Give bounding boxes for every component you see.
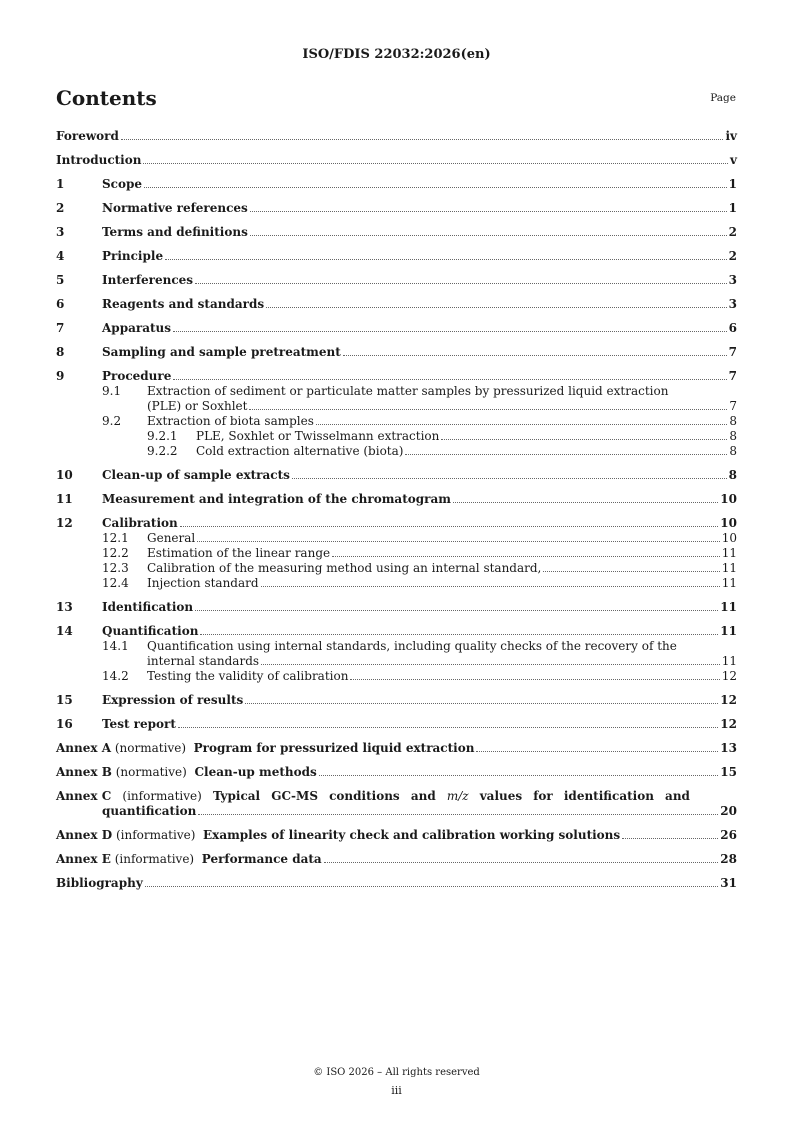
table-of-contents xyxy=(56,129,737,891)
toc-entry-number: 12.1 xyxy=(102,531,129,545)
toc-entry-number: 9.2 xyxy=(102,414,122,428)
page-number: iii xyxy=(391,1084,402,1097)
annex-label: Annex B xyxy=(56,765,112,779)
toc-entry-section-3[interactable] xyxy=(56,225,737,240)
toc-entry-title: Introduction xyxy=(56,153,142,167)
toc-entry-introduction[interactable] xyxy=(56,153,737,168)
toc-entry-section-2[interactable] xyxy=(56,201,737,216)
toc-entry-page: 12 xyxy=(720,717,737,731)
toc-entry-title: Scope xyxy=(102,177,143,191)
toc-entry-annex-d[interactable] xyxy=(56,828,737,843)
toc-entry-number: 10 xyxy=(56,468,73,482)
annex-title-word: GC-MS xyxy=(271,789,318,803)
toc-entry-section-10[interactable] xyxy=(56,468,737,483)
toc-entry-page: 15 xyxy=(720,765,737,779)
annex-label: Annex C xyxy=(56,789,112,803)
toc-entry-number: 16 xyxy=(56,717,73,731)
toc-entry-number: 9.1 xyxy=(102,384,122,398)
toc-entry-title: Calibration xyxy=(102,516,178,530)
toc-entry-title: Reagents and standards xyxy=(102,297,265,311)
toc-entry-title: Extraction of biota samples xyxy=(147,414,314,428)
toc-entry-9-1[interactable] xyxy=(56,384,737,414)
annex-title-word: and xyxy=(665,789,690,803)
toc-entry-title: Identification xyxy=(102,600,194,614)
toc-entry-section-8[interactable] xyxy=(56,345,737,360)
toc-entry-page: v xyxy=(730,153,737,167)
toc-entry-page: 11 xyxy=(721,654,737,668)
annex-label: Annex D xyxy=(56,828,113,842)
toc-entry-annex-a[interactable] xyxy=(56,741,737,756)
toc-entry-number: 12.3 xyxy=(102,561,129,575)
toc-entry-number: 9.2.2 xyxy=(147,444,178,458)
toc-entry-annex-b[interactable] xyxy=(56,765,737,780)
toc-entry-page: 7 xyxy=(728,369,737,383)
toc-entry-title: Cold extraction alternative (biota) xyxy=(196,444,404,458)
toc-entry-page: 2 xyxy=(728,249,737,263)
toc-entry-number: 14.1 xyxy=(102,639,129,653)
toc-entry-page: 2 xyxy=(728,225,737,239)
toc-entry-title: Injection standard xyxy=(147,576,259,590)
toc-entry-title: Clean-up methods xyxy=(194,765,317,779)
toc-entry-number: 1 xyxy=(56,177,65,191)
annex-kind: (normative) xyxy=(114,741,187,755)
annex-kind: (informative) xyxy=(114,852,195,866)
toc-entry-12-1[interactable] xyxy=(56,531,737,546)
toc-entry-title: Normative references xyxy=(102,201,248,215)
toc-entry-section-15[interactable] xyxy=(56,693,737,708)
toc-entry-section-12[interactable] xyxy=(56,516,737,531)
toc-entry-section-4[interactable] xyxy=(56,249,737,264)
toc-entry-9-2[interactable] xyxy=(56,414,737,429)
toc-entry-number: 12.2 xyxy=(102,546,129,560)
toc-entry-title: Estimation of the linear range xyxy=(147,546,331,560)
annex-title-word: for xyxy=(533,789,553,803)
toc-entry-page: 13 xyxy=(720,741,737,755)
toc-entry-title: Principle xyxy=(102,249,164,263)
toc-entry-number: 6 xyxy=(56,297,65,311)
toc-entry-section-11[interactable] xyxy=(56,492,737,507)
annex-title-word: conditions xyxy=(329,789,400,803)
toc-entry-title: Bibliography xyxy=(56,876,143,890)
toc-entry-title-continued: internal standards xyxy=(147,654,260,668)
toc-entry-title: General xyxy=(147,531,196,545)
toc-entry-page: 11 xyxy=(720,624,737,638)
toc-entry-title: Sampling and sample pretreatment xyxy=(102,345,341,359)
toc-entry-section-13[interactable] xyxy=(56,600,737,615)
toc-entry-number: 12.4 xyxy=(102,576,129,590)
toc-entry-12-4[interactable] xyxy=(56,576,737,591)
toc-entry-number: 5 xyxy=(56,273,65,287)
toc-entry-page: iv xyxy=(725,129,737,143)
toc-entry-9-2-2[interactable] xyxy=(56,444,737,459)
toc-entry-annex-c[interactable] xyxy=(56,789,737,819)
toc-entry-number: 4 xyxy=(56,249,65,263)
toc-entry-page: 31 xyxy=(720,876,737,890)
toc-entry-page: 28 xyxy=(720,852,737,866)
toc-entry-title: Quantification xyxy=(102,624,199,638)
toc-entry-page: 7 xyxy=(729,399,737,413)
annex-title-word: identification xyxy=(563,789,654,803)
toc-entry-title: Calibration of the measuring method using an internal standard, xyxy=(147,561,542,575)
toc-entry-title: Apparatus xyxy=(102,321,171,335)
toc-entry-number: 14 xyxy=(56,624,73,638)
toc-entry-page: 6 xyxy=(728,321,737,335)
toc-entry-12-3[interactable] xyxy=(56,561,737,576)
toc-entry-section-1[interactable] xyxy=(56,177,737,192)
toc-entry-page: 12 xyxy=(721,669,737,683)
copyright-footer: © ISO 2026 – All rights reserved xyxy=(313,1067,480,1078)
toc-entry-number: 7 xyxy=(56,321,65,335)
toc-entry-title: Measurement and integration of the chromatogram xyxy=(102,492,451,506)
page-column-label: Page xyxy=(710,92,736,104)
annex-title-word: values xyxy=(479,789,523,803)
annex-kind: (normative) xyxy=(115,765,187,779)
toc-entry-14-1[interactable] xyxy=(56,639,737,669)
toc-entry-12-2[interactable] xyxy=(56,546,737,561)
toc-entry-14-2[interactable] xyxy=(56,669,737,684)
toc-entry-page: 8 xyxy=(729,429,737,443)
toc-entry-number: 2 xyxy=(56,201,65,215)
toc-entry-page: 8 xyxy=(729,414,737,428)
toc-entry-page: 11 xyxy=(720,600,737,614)
toc-entry-number: 13 xyxy=(56,600,73,614)
toc-entry-title: Extraction of sediment or particulate matter samples by pressurized liquid extraction xyxy=(147,384,669,398)
annex-title-word: m/z xyxy=(446,789,469,803)
toc-entry-number: 15 xyxy=(56,693,73,707)
toc-entry-foreword[interactable] xyxy=(56,129,737,144)
toc-entry-page: 11 xyxy=(721,561,737,575)
toc-entry-section-9[interactable] xyxy=(56,369,737,384)
page-title: Contents xyxy=(56,86,157,110)
toc-entry-title: Interferences xyxy=(102,273,194,287)
toc-entry-section-16[interactable] xyxy=(56,717,737,732)
toc-entry-page: 10 xyxy=(720,516,737,530)
toc-entry-section-6[interactable] xyxy=(56,297,737,312)
toc-entry-number: 9.2.1 xyxy=(147,429,178,443)
toc-entry-number: 12 xyxy=(56,516,73,530)
toc-entry-page: 10 xyxy=(721,531,737,545)
toc-entry-number: 3 xyxy=(56,225,65,239)
annex-label: Annex E xyxy=(56,852,111,866)
toc-entry-bibliography[interactable] xyxy=(56,876,737,891)
toc-entry-title: Quantification using internal standards, including quality checks of the recovery of the xyxy=(147,639,677,653)
toc-entry-page: 11 xyxy=(721,576,737,590)
toc-entry-page: 8 xyxy=(728,468,737,482)
toc-entry-page: 7 xyxy=(728,345,737,359)
toc-entry-page: 26 xyxy=(720,828,737,842)
annex-title-word: and xyxy=(410,789,436,803)
toc-entry-title: Performance data xyxy=(201,852,322,866)
toc-entry-title: Program for pressurized liquid extraction xyxy=(193,741,475,755)
document-id-header: ISO/FDIS 22032:2026(en) xyxy=(302,47,491,62)
toc-entry-title: Testing the validity of calibration xyxy=(147,669,349,683)
annex-kind: (informative) xyxy=(122,789,202,803)
annex-title-word: Typical xyxy=(212,789,261,803)
toc-entry-section-5[interactable] xyxy=(56,273,737,288)
toc-entry-title: Foreword xyxy=(56,129,119,143)
toc-entry-page: 12 xyxy=(720,693,737,707)
toc-entry-section-7[interactable] xyxy=(56,321,737,336)
toc-entry-page: 1 xyxy=(728,201,737,215)
toc-entry-9-2-1[interactable] xyxy=(56,429,737,444)
toc-entry-title: Procedure xyxy=(102,369,172,383)
toc-entry-page: 11 xyxy=(721,546,737,560)
toc-entry-title: PLE, Soxhlet or Twisselmann extraction xyxy=(196,429,440,443)
toc-entry-title: Clean-up of sample extracts xyxy=(102,468,290,482)
toc-entry-page: 3 xyxy=(728,297,737,311)
toc-entry-title-continued: (PLE) or Soxhlet xyxy=(147,399,248,413)
toc-entry-page: 3 xyxy=(728,273,737,287)
toc-entry-title-continued: quantification xyxy=(102,804,197,818)
toc-entry-title: Examples of linearity check and calibration working solutions xyxy=(203,828,621,842)
toc-entry-page: 8 xyxy=(729,444,737,458)
toc-entry-number: 9 xyxy=(56,369,65,383)
toc-entry-title: Terms and definitions xyxy=(102,225,248,239)
toc-entry-page: 1 xyxy=(728,177,737,191)
annex-kind: (informative) xyxy=(115,828,196,842)
annex-label: Annex A xyxy=(56,741,112,755)
toc-entry-number: 8 xyxy=(56,345,65,359)
toc-entry-section-14[interactable] xyxy=(56,624,737,639)
toc-entry-number: 11 xyxy=(56,492,73,506)
toc-entry-title: Expression of results xyxy=(102,693,244,707)
toc-entry-number: 14.2 xyxy=(102,669,129,683)
toc-entry-annex-e[interactable] xyxy=(56,852,737,867)
toc-entry-page: 10 xyxy=(720,492,737,506)
toc-entry-title: Test report xyxy=(102,717,176,731)
toc-entry-page: 20 xyxy=(720,804,737,818)
